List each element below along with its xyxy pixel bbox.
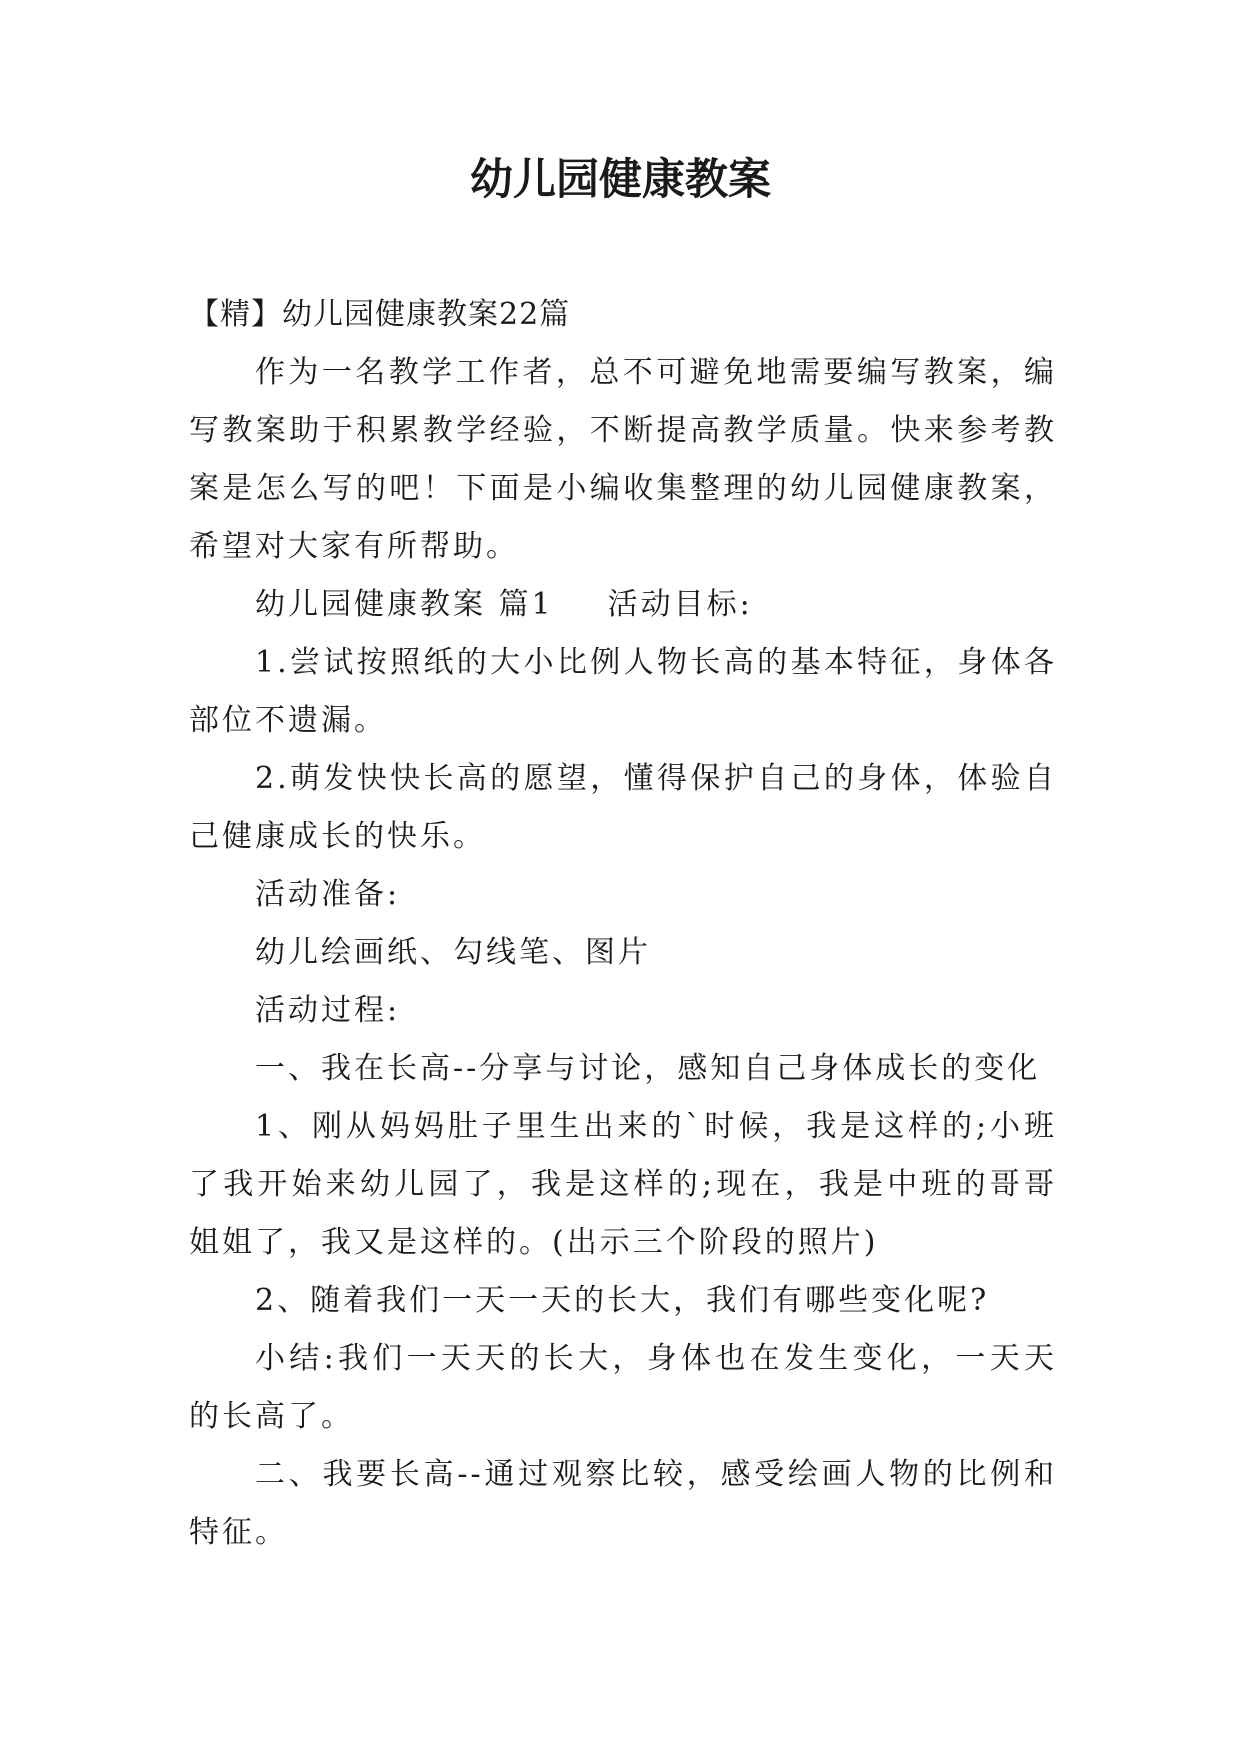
goal-item-1: 1.尝试按照纸的大小比例人物长高的基本特征，身体各部位不遗漏。 bbox=[189, 645, 1057, 738]
document-body bbox=[189, 286, 1057, 1562]
document-subtitle: 【精】幼儿园健康教案22篇 bbox=[189, 297, 571, 332]
step-1-2: 2、随着我们一天一天的长大，我们有哪些变化呢? bbox=[255, 1283, 990, 1318]
goal-item-2: 2.萌发快快长高的愿望，懂得保护自己的身体，体验自己健康成长的快乐。 bbox=[189, 761, 1057, 854]
step-1-1: 1、刚从妈妈肚子里生出来的`时候，我是这样的;小班了我开始来幼儿园了，我是这样的;现在，我是中班的哥哥姐姐了，我又是这样的。(出示三个阶段的照片) bbox=[189, 1109, 1057, 1260]
process-heading: 活动过程: bbox=[255, 993, 401, 1028]
document-title: 幼儿园健康教案 bbox=[470, 155, 771, 205]
step-2-heading: 二、我要长高--通过观察比较，感受绘画人物的比例和特征。 bbox=[189, 1457, 1057, 1550]
section-heading-line bbox=[189, 576, 1057, 634]
intro-paragraph: 作为一名教学工作者，总不可避免地需要编写教案，编写教案助于积累教学经验，不断提高教学质量。快来参考教案是怎么写的吧！下面是小编收集整理的幼儿园健康教案，希望对大家有所帮助。 bbox=[189, 355, 1057, 564]
prep-items: 幼儿绘画纸、勾线笔、图片 bbox=[255, 935, 651, 970]
goal-heading: 活动目标: bbox=[607, 587, 753, 622]
prep-heading: 活动准备: bbox=[255, 877, 401, 912]
summary-paragraph: 小结:我们一天天的长大，身体也在发生变化，一天天的长高了。 bbox=[189, 1341, 1057, 1434]
section-heading: 幼儿园健康教案 篇1 bbox=[255, 587, 554, 622]
step-1-heading: 一、我在长高--分享与讨论，感知自己身体成长的变化 bbox=[255, 1051, 1041, 1086]
